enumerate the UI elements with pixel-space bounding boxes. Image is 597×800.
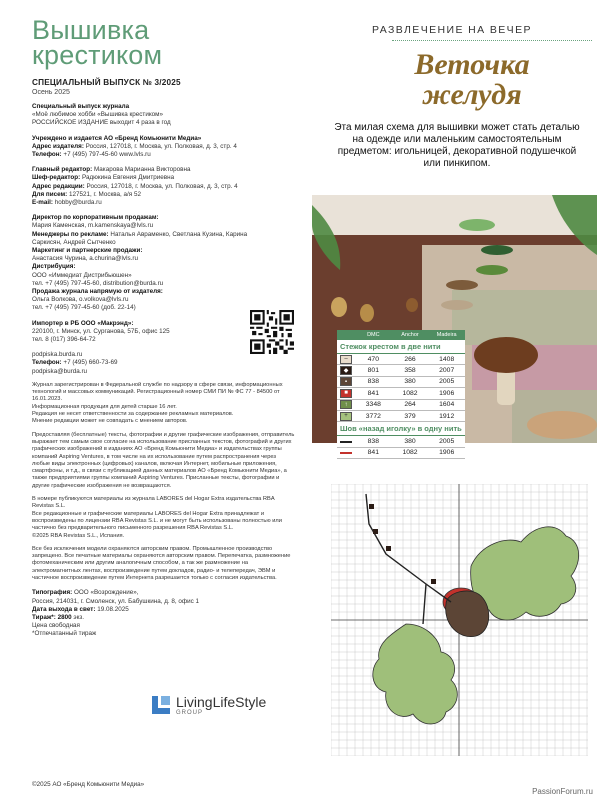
magazine-title: Вышивка крестиком	[32, 15, 163, 70]
legal-registration: Журнал зарегистрирован в Федеральной службе по надзору в сфере связи, информационных технологий и массовых коммуникаций. Регистрационный номер СМИ ПИ № ФС 77 - 84500 от 16.01.2023. Информационная продукция для детей старше 16 лет. Редакция не несет ответственности за содержание рекламных материалов. Мнение редакции может не совпадать с мнением авторов.	[32, 381, 283, 425]
dmc-code: 841	[367, 449, 379, 457]
madeira-code: 2005	[439, 378, 455, 386]
cross-stitch-chart	[331, 484, 588, 756]
dmc-code: 470	[367, 355, 379, 363]
madeira-code: 1604	[439, 401, 455, 409]
thread-swatch: ↑	[340, 400, 352, 409]
anchor-code: 380	[404, 438, 416, 446]
dmc-code: 801	[367, 367, 379, 375]
anchor-code: 266	[404, 355, 416, 363]
key-row	[337, 400, 465, 411]
thread-swatch: ◆	[340, 366, 352, 375]
madeira-code: 1912	[439, 412, 455, 420]
anchor-code: 379	[404, 412, 416, 420]
key-row	[337, 411, 465, 422]
imprint-block-2: Учреждено и издается АО «Бренд Комьюнити Медиа» Адрес издателя: Россия, 127018, г. Москва, ул. Полковая, д. 3, стр. 4 Телефон: +7 (495) 797-45-60 www.lvls.ru	[32, 134, 237, 159]
key-row	[337, 365, 465, 376]
key-rows-backstitch	[337, 436, 465, 459]
issue-number: СПЕЦИАЛЬНЫЙ ВЫПУСК № 3/2025	[32, 78, 181, 87]
email-link[interactable]: hobby@burda.ru	[54, 199, 102, 207]
legal-submissions: Предоставляя (бесплатные) тексты, фотографии и другие графические изображения, отправитель выражает тем самым свое согласие на использование присланных текстов, фотографий и других графических изображений в изданиях АО «Бренд Комьюнити Медиа» и издательствах группы компаний Aspiring Ventures, в том числе на их использование путем распространения через любые виды электронных (цифровых) каналов, включая Интернет, мобильные приложения, смартфоны, и т.д., в связи с публикацией данных материалов АО «Бренд Комьюнити Медиа», а также предприятиями группы компаний Aspiring Ventures. Присланные тексты, фотографии и другие графические изображения не возвращаются.	[32, 431, 295, 489]
color-key-table	[337, 330, 465, 459]
article-category: РАЗВЛЕЧЕНИЕ НА ВЕЧЕР	[372, 24, 532, 36]
key-section-backstitch: Шов «назад иголку» в одну нить	[337, 422, 465, 436]
dmc-code: 838	[367, 378, 379, 386]
publisher-logo: LivingLifeStyle GROUP	[150, 694, 266, 716]
thread-swatch: +	[340, 412, 352, 421]
backstitch-line	[340, 441, 352, 443]
article-title: Веточка желудя	[414, 48, 530, 111]
category-divider	[392, 40, 592, 41]
anchor-code: 1082	[402, 389, 418, 397]
backstitch-line	[340, 452, 352, 454]
anchor-code: 380	[404, 378, 416, 386]
madeira-code: 2005	[439, 438, 455, 446]
watermark-credit: PassionForum.ru	[532, 787, 593, 796]
dmc-code: 838	[367, 438, 379, 446]
key-row	[337, 388, 465, 399]
key-row	[337, 448, 465, 459]
anchor-code: 264	[404, 401, 416, 409]
qr-code-icon[interactable]	[250, 310, 294, 354]
dmc-code: 3348	[365, 401, 381, 409]
key-rows-cross	[337, 354, 465, 422]
madeira-code: 1906	[439, 449, 455, 457]
thread-swatch: ▪	[340, 377, 352, 386]
key-row	[337, 377, 465, 388]
subscription-block: podpiska.burda.ru Телефон: +7 (495) 660-73-69 podpiska@burda.ru	[32, 351, 118, 375]
key-section-cross: Стежок крестом в две нити	[337, 340, 465, 354]
thread-swatch: –	[340, 355, 352, 364]
thread-swatch: ■	[340, 389, 352, 398]
key-row	[337, 436, 465, 447]
dmc-code: 3772	[365, 412, 381, 420]
subscription-link[interactable]: podpiska.burda.ru	[32, 351, 83, 359]
madeira-code: 2007	[439, 367, 455, 375]
madeira-code: 1906	[439, 389, 455, 397]
madeira-code: 1408	[439, 355, 455, 363]
season: Осень 2025	[32, 89, 70, 96]
imprint-block-5: Импортер в РБ ООО «Макрэнд»: 220100, г. Минск, ул. Сурганова, 57Б, офис 125 тел. 8 (017) 396-64-72	[32, 319, 170, 344]
dmc-code: 841	[367, 389, 379, 397]
imprint-block-1: Специальный выпуск журнала «Моё любимое хобби «Вышивка крестиком» РОССИЙСКОЕ ИЗДАНИЕ выходит 4 раза в год	[32, 103, 171, 127]
anchor-code: 358	[404, 367, 416, 375]
article-lead: Эта милая схема для вышивки может стать деталью на одежде или маленьким самостоятельным предметом: игольницей, декоративной подушечкой или пинкипом.	[334, 122, 580, 169]
legal-copyright: Все без исключения модели охраняются авторским правом. Промышленное производство запрещено. Все печатные материалы охраняются авторским правом. Перепечатка, размножение фотомеханическим или другим аналогичным способом, а так же размножение на электромагнитных лентах, воспроизведение путем докладов, радио- и телепередач, ЭВМ и частичное воспроизведение путем Интернета разрешается только с согласия издательства.	[32, 545, 291, 582]
print-block: Типография: ООО «Возрождение», Россия, 214031, г. Смоленск, ул. Бабушкина, д. 8, офис 1 Дата выхода в свет: 19.08.2025 Тираж*: 2800 экз. Цена свободная *Отпечатанный тираж	[32, 589, 199, 638]
lifestyle-logo-icon	[150, 694, 172, 716]
key-header: DMC Anchor Madeira	[337, 330, 465, 340]
key-row	[337, 354, 465, 365]
imprint-block-3: Главный редактор: Макарова Марианна Викторовна Шеф-редактор: Радюкина Евгения Дмитриевна Адрес редакции: Россия, 127018, г. Москва, ул. Полковая, д. 3, стр. 4 Для писем: 127521, г. Москва, а/я 52 E-mail: hobby@burda.ru	[32, 166, 238, 207]
copyright-footer: ©2025 АО «Бренд Комьюнити Медиа»	[32, 781, 145, 788]
anchor-code: 1082	[402, 449, 418, 457]
legal-license: В номере публикуются материалы из журнала LABORES del Hogar Extra издательства RBA Revistas S.L. Все редакционные и графические материалы LABORES del Hogar Extra принадлежат и воспроизведены по лицензии RBA Revistas S.L. и не могут быть использованы полностью или частично без предварительного письменного разрешения RBA Revistas S.L. ©2025 RBA Revistas S.L., Испания.	[32, 496, 282, 539]
imprint-block-4: Директор по корпоративным продажам: Мария Каменская, m.kamenskaya@lvls.ru Менеджеры по рекламе: Наталья Авраменко, Светлана Кузина, Карина Саркисян, Андрей Сытченко Маркетинг и партнерские продажи: Анастасия Чурина, a.churina@lvls.ru Дистрибуция: ООО «Иммедиат Дистрибьюшен» тел. +7 (495) 797-45-60, distribution@burda.ru Продажа журнала напрямую от издателя: Ольга Волкова, o.volkova@lvls.ru тел. +7 (495) 797-45-60 (доб. 22-14)	[32, 214, 248, 312]
